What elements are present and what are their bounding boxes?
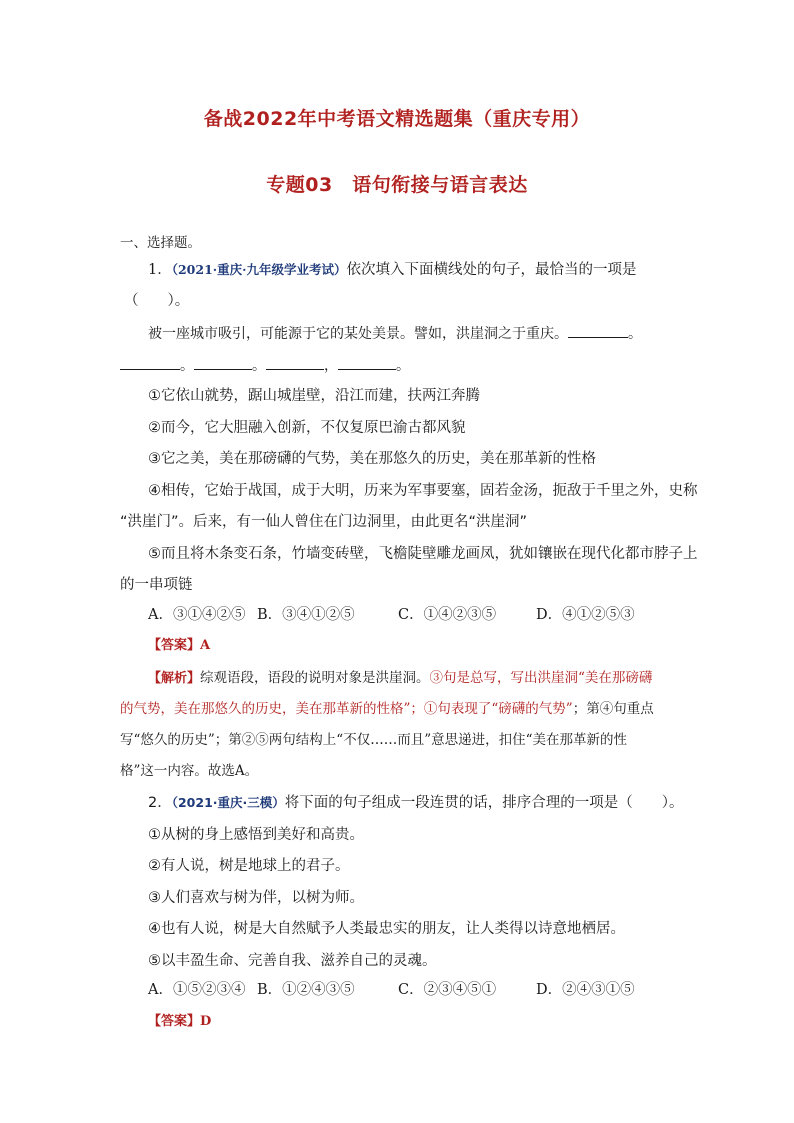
q2-option-a: A．①⑤②③④ <box>148 982 246 998</box>
analysis-line-4: 格”这一内容。故选A。 <box>120 763 259 779</box>
sentence-1: ①它依山就势，踞山城崖壁，沿江而建，扶两江奔腾 <box>148 388 480 404</box>
q2-sentence-4: ④也有人说，树是大自然赋予人类最忠实的朋友，让人类得以诗意地栖居。 <box>148 921 625 937</box>
fill-blank <box>266 355 324 370</box>
q2-option-c: C．②③④⑤① <box>398 982 497 998</box>
blank-punct: 。 <box>252 358 266 374</box>
analysis-line-3: 写“悠久的历史”；第②⑤两句结构上“不仅……而且”意思递进，扣住“美在那革新的性 <box>120 732 628 748</box>
option-b: B．③④①②⑤ <box>257 607 355 623</box>
question-1-paren: （ ）。 <box>124 293 190 309</box>
option-d: D．④①②⑤③ <box>536 607 635 623</box>
option-c: C．①④②③⑤ <box>398 607 497 623</box>
q2-sentence-5: ⑤以丰盈生命、完善自我、滋养自己的灵魂。 <box>148 953 437 969</box>
sentence-3: ③它之美，美在那磅礴的气势，美在那悠久的历史，美在那革新的性格 <box>148 451 596 467</box>
analysis-text: 综观语段，语段的说明对象是洪崖洞。 <box>200 670 430 686</box>
question-text: 依次填入下面横线处的句子，最恰当的一项是 <box>346 262 637 278</box>
analysis-text-highlight: 的气势，美在那悠久的历史，美在那革新的性格”； <box>120 701 424 717</box>
analysis-text-highlight: ①句表现了“磅礴的气势” <box>423 701 573 717</box>
sentence-4: ④相传，它始于战国，成于大明，历来为军事要塞，固若金汤，扼敌于千里之外，史称 <box>148 483 698 499</box>
fill-blank <box>338 355 396 370</box>
analysis-line-2 <box>120 699 654 719</box>
analysis-text: ；第④句重点 <box>572 701 654 717</box>
blank-punct: 。 <box>180 358 194 374</box>
question-1-blanks <box>120 355 410 376</box>
question-source: （2021·重庆·三模） <box>171 795 285 810</box>
q2-answer-label: 【答案】D <box>148 1014 212 1029</box>
question-text: 将下面的句子组成一段连贯的话，排序合理的一项是（ ）。 <box>284 795 684 811</box>
q2-sentence-2: ②有人说，树是地球上的君子。 <box>148 858 350 874</box>
question-source: （2021·重庆·九年级学业考试） <box>171 262 347 277</box>
sentence-4-cont: “洪崖门”。后来，有一仙人曾住在门边洞里，由此更名“洪崖洞” <box>120 514 528 530</box>
question-number: 1． <box>148 262 172 278</box>
q2-sentence-1: ①从树的身上感悟到美好和高贵。 <box>148 827 364 843</box>
sentence-5-cont: 的一串项链 <box>120 577 193 593</box>
question-number: 2． <box>148 795 172 811</box>
fill-blank <box>194 355 252 370</box>
sentence-2: ②而今，它大胆融入创新，不仅复原巴渝古都风貌 <box>148 420 466 436</box>
document-title: 备战2022年中考语文精选题集（重庆专用） <box>203 108 591 130</box>
fill-blank <box>120 355 180 370</box>
answer-label: 【答案】A <box>148 638 211 653</box>
q2-sentence-3: ③人们喜欢与树为伴，以树为师。 <box>148 890 364 906</box>
option-a: A．③①④②⑤ <box>148 607 246 623</box>
q2-option-b: B．①②④③⑤ <box>257 982 355 998</box>
question-1-passage <box>148 323 642 344</box>
analysis-text-highlight: ③句是总写，写出洪崖洞“美在那磅礴 <box>429 670 653 686</box>
analysis-line-1 <box>148 668 652 689</box>
sentence-5: ⑤而且将木条变石条，竹墙变砖壁，飞檐陡壁雕龙画凤，犹如镶嵌在现代化都市脖子上 <box>148 546 698 562</box>
question-1-stem <box>148 260 636 280</box>
analysis-label: 【解析】 <box>148 671 201 686</box>
q2-option-d: D．②④③①⑤ <box>536 982 635 998</box>
passage-text: 被一座城市吸引，可能源于它的某处美景。譬如，洪崖洞之于重庆。 <box>148 326 568 342</box>
blank-punct: ， <box>324 358 338 374</box>
question-2-stem <box>148 793 684 813</box>
blank-punct: 。 <box>396 358 410 374</box>
section-heading: 一、选择题。 <box>120 235 201 251</box>
topic-subtitle: 专题03 语句衔接与语言表达 <box>266 174 528 196</box>
blank-punct: 。 <box>628 326 642 342</box>
fill-blank <box>568 323 628 338</box>
